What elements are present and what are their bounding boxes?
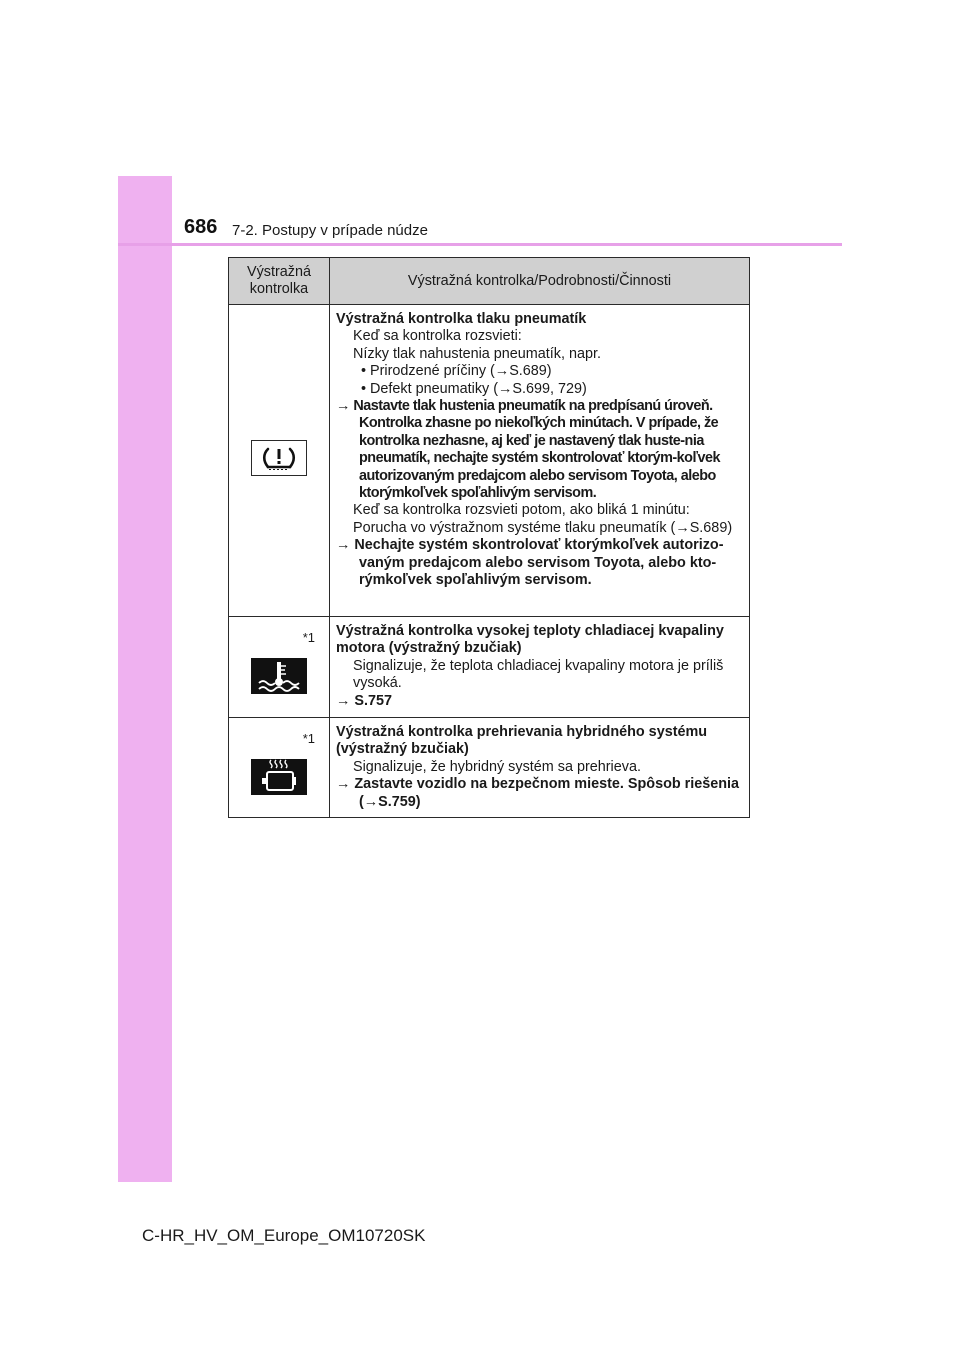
detail-bullet: • Prirodzené príčiny (→S.689) [361,363,552,380]
icon-cell [229,617,330,718]
column-header-details: Výstražná kontrolka/Podrobnosti/Činnosti [330,258,750,305]
coolant-temperature-warning-icon [251,658,307,694]
action-line: → Zastavte vozidlo na bezpečnom mieste. Spôsob riešenia (→S.759) [336,776,740,810]
footnote-marker: *1 [302,630,315,645]
detail-line: Nízky tlak nahustenia pneumatík, napr. [353,345,601,362]
detail-line: Keď sa kontrolka rozsvieti: [353,328,522,345]
warning-title: Výstražná kontrolka tlaku pneumatík [336,311,587,327]
details-cell [330,718,750,818]
action-line: → Nastavte tlak hustenia pneumatík na predpísanú úroveň. Kontrolka zhasne po niekoľkých minútach. V prípade, že kontrolka nezhasne, aj keď je nastavený tlak huste-nia pneumatík, nechajte systém skontrolovať ktorým-koľvek autorizovaným predajcom alebo servisom Toyota, alebo ktorýmkoľvek spoľahlivým servisom. [336,398,721,502]
warning-title: Výstražná kontrolka vysokej teploty chladiacej kvapaliny motora (výstražný bzučiak) [336,623,724,657]
icon-cell [229,305,330,617]
hybrid-system-overheat-warning-icon [251,759,307,795]
document-code: C-HR_HV_OM_Europe_OM10720SK [142,1226,426,1245]
table-row [229,617,750,718]
tire-pressure-warning-icon [251,440,307,476]
side-tab-bar [118,176,172,1182]
table-row [229,305,750,617]
column-header-light: Výstražná kontrolka [229,258,330,305]
action-line: → S.757 [336,692,392,709]
table-header-row [229,258,750,305]
warning-title: Výstražná kontrolka prehrievania hybridného systému (výstražný bzučiak) [336,724,708,758]
detail-line: Signalizuje, že teplota chladiacej kvapaliny motora je príliš vysoká. [353,657,724,692]
detail-bullet: • Defekt pneumatiky (→S.699, 729) [361,380,587,397]
header-divider [118,243,842,246]
detail-line: Keď sa kontrolka rozsvieti potom, ako bliká 1 minútu: [353,502,690,519]
page-number: 686 [184,216,218,238]
section-title: 7-2. Postupy v prípade núdze [232,222,428,239]
table-row [229,718,750,818]
footnote-marker: *1 [302,731,315,746]
action-line: → Nechajte systém skontrolovať ktorýmkoľvek autorizo-vaným predajcom alebo servisom Toyota, alebo kto-rýmkoľvek spoľahlivým servisom. [336,537,724,589]
detail-line: Signalizuje, že hybridný systém sa prehrieva. [353,758,641,775]
details-cell [330,617,750,718]
details-cell [330,305,750,617]
warning-lights-table [228,257,750,818]
detail-line: Porucha vo výstražnom systéme tlaku pneumatík (→S.689) [353,519,733,536]
icon-cell [229,718,330,818]
